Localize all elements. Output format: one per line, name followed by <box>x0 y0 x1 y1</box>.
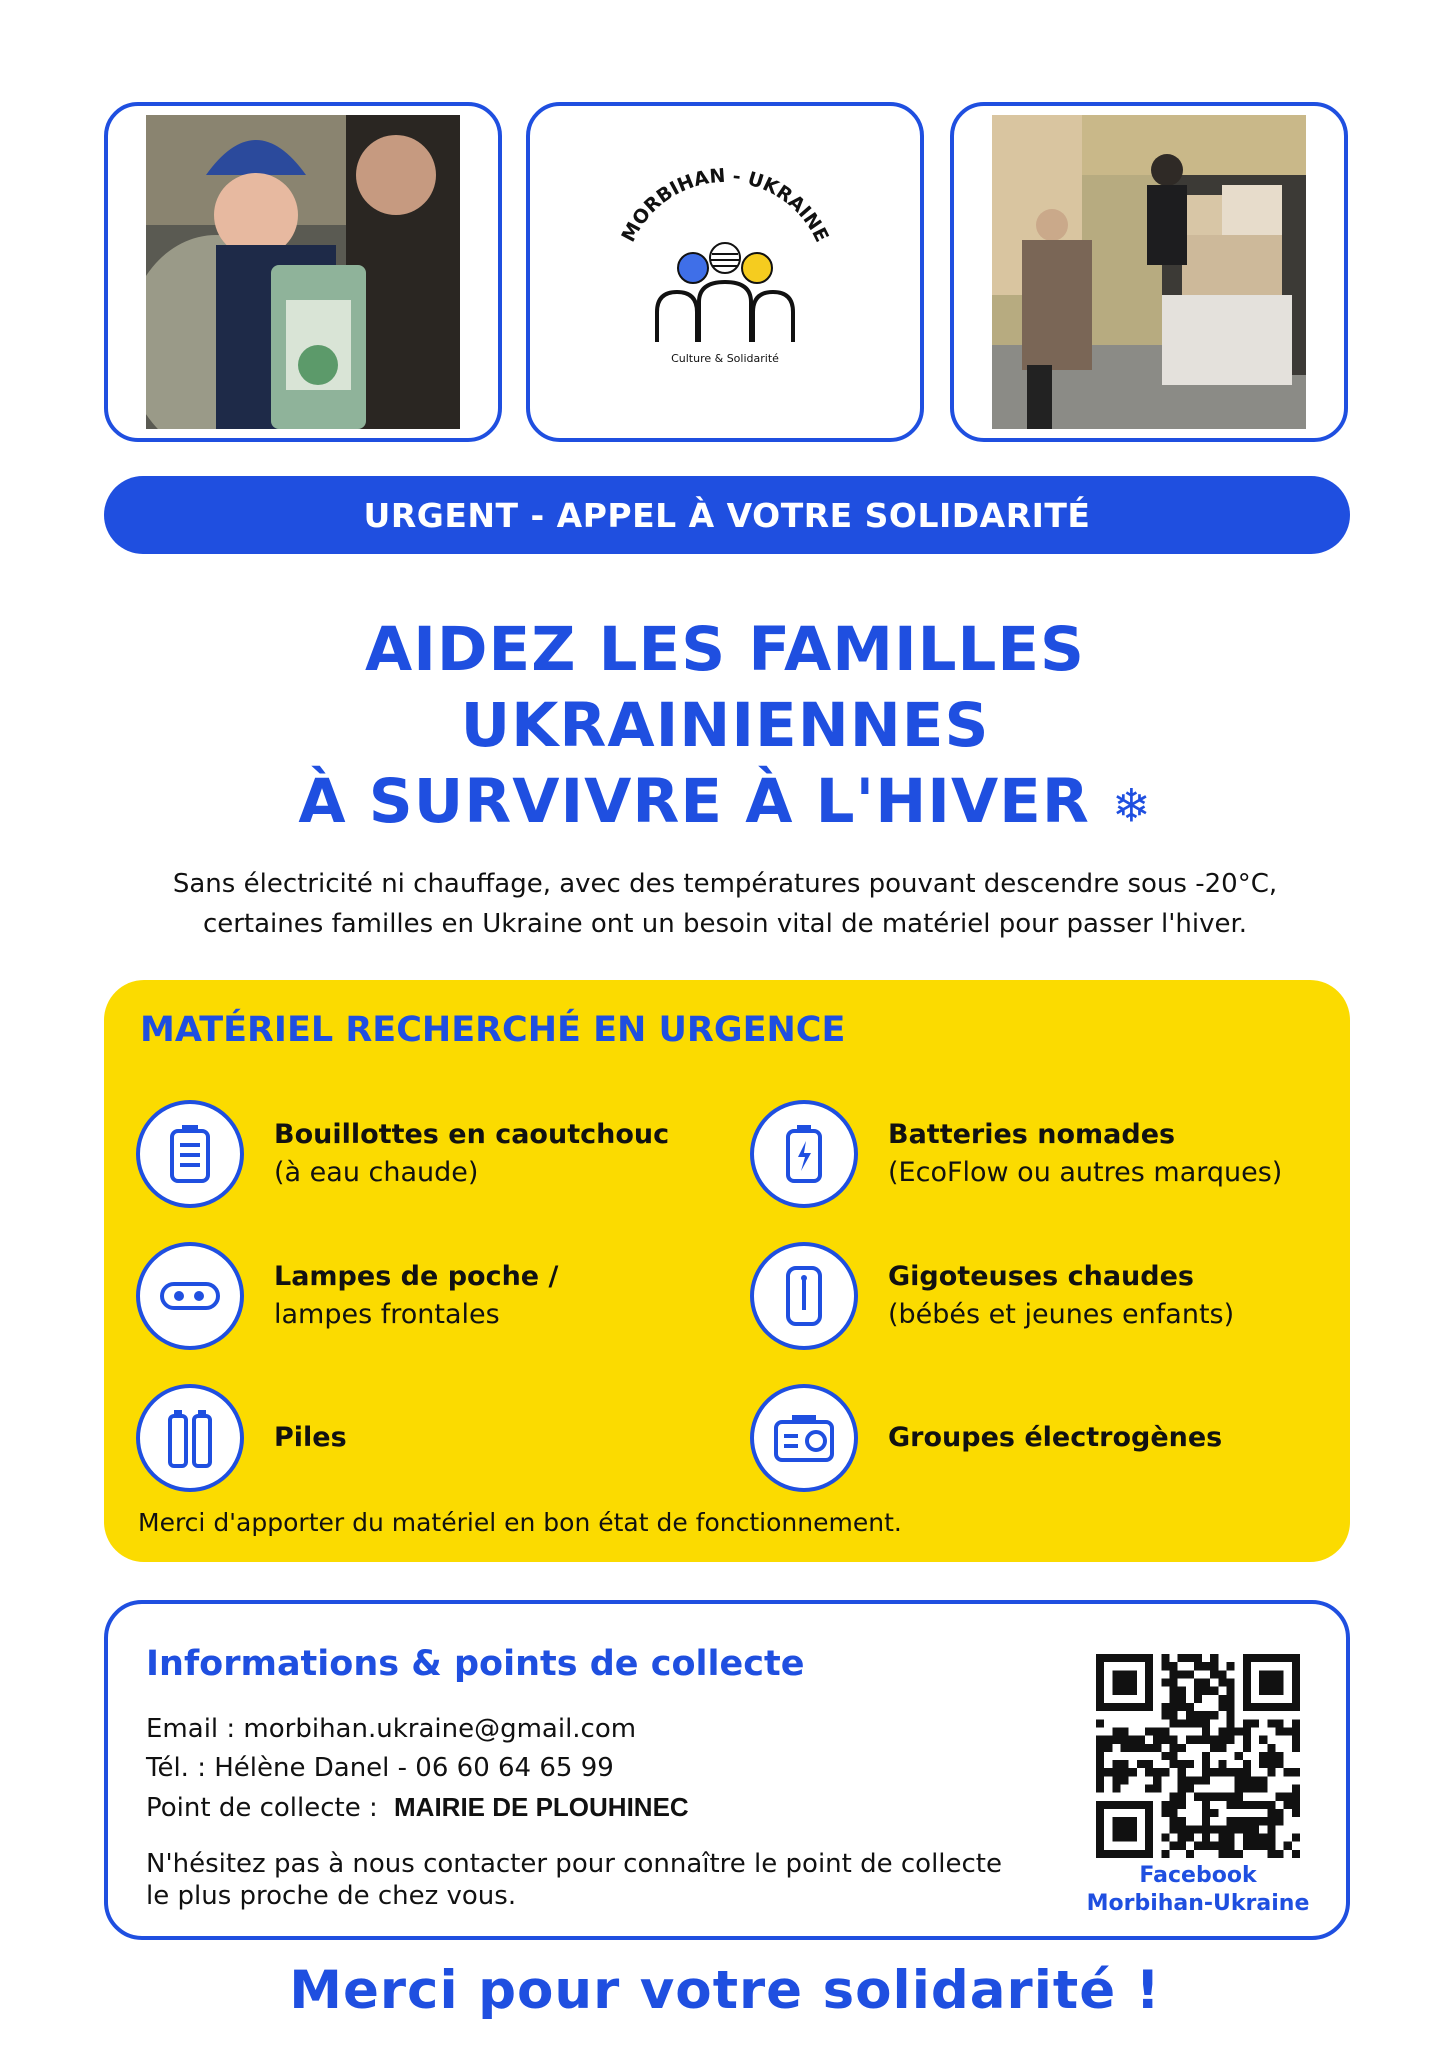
logo-card <box>526 102 924 442</box>
qr-caption-line-1: Facebook <box>1139 1863 1257 1888</box>
child-photo <box>146 115 460 429</box>
headline-line-3: À SURVIVRE À L'HIVER <box>298 766 1090 837</box>
morbihan-ukraine-logo <box>595 162 855 382</box>
material-item <box>750 1242 1234 1350</box>
material-title: Batteries nomades <box>888 1119 1176 1150</box>
collect-label: Point de collecte : <box>146 1793 378 1823</box>
material-item <box>136 1242 558 1350</box>
collect-point <box>146 1792 689 1823</box>
info-note <box>146 1848 1002 1912</box>
logo-subtitle: Culture & Solidarité <box>671 352 779 365</box>
charging-battery-icon <box>750 1100 858 1208</box>
material-title: Lampes de poche / <box>274 1261 559 1292</box>
info-note-line-2: le plus proche de chez vous. <box>146 1881 517 1911</box>
materials-note: Merci d'apporter du matériel en bon état de fonctionnement. <box>138 1508 902 1537</box>
logo-arc-text: MORBIHAN - UKRAINE <box>617 164 833 246</box>
materials-panel <box>104 980 1350 1562</box>
lead-text <box>100 864 1350 944</box>
material-item <box>136 1384 347 1492</box>
facebook-qr-code[interactable] <box>1096 1654 1300 1858</box>
info-title: Informations & points de collecte <box>146 1644 805 1684</box>
qr-caption-line-2: Morbihan-Ukraine <box>1086 1891 1310 1916</box>
lead-line-2: certaines familles en Ukraine ont un besoin vital de matériel pour passer l'hiver. <box>202 909 1248 939</box>
urgent-banner: URGENT - APPEL À VOTRE SOLIDARITÉ <box>104 476 1350 554</box>
materials-title: MATÉRIEL RECHERCHÉ EN URGENCE <box>140 1010 846 1050</box>
collect-value: MAIRIE DE PLOUHINEC <box>394 1792 689 1822</box>
generator-icon <box>750 1384 858 1492</box>
info-note-line-1: N'hésitez pas à nous contacter pour connaître le point de collecte <box>146 1849 1002 1879</box>
batteries-icon <box>136 1384 244 1492</box>
material-item <box>136 1100 669 1208</box>
sleeping-bag-icon <box>750 1242 858 1350</box>
headline-line-1: AIDEZ LES FAMILLES <box>364 614 1085 685</box>
material-title: Groupes électrogènes <box>888 1422 1223 1453</box>
material-item <box>750 1100 1282 1208</box>
contact-phone: Tél. : Hélène Danel - 06 60 64 65 99 <box>146 1753 614 1783</box>
battery-icon <box>136 1100 244 1208</box>
flashlight-icon <box>136 1242 244 1350</box>
material-title: Gigoteuses chaudes <box>888 1261 1194 1292</box>
thanks-message: Merci pour votre solidarité ! <box>289 1960 1161 2021</box>
headline <box>100 612 1350 843</box>
material-sub: (EcoFlow ou autres marques) <box>888 1157 1283 1188</box>
material-title: Bouillottes en caoutchouc <box>274 1119 670 1150</box>
material-sub: (bébés et jeunes enfants) <box>888 1299 1235 1330</box>
svg-text:MORBIHAN - UKRAINE <box>617 165 832 246</box>
contact-email: Email : morbihan.ukraine@gmail.com <box>146 1714 637 1744</box>
photo-card-child <box>104 102 502 442</box>
material-item <box>750 1384 1222 1492</box>
volunteers-photo <box>992 115 1306 429</box>
material-sub: lampes frontales <box>274 1299 500 1330</box>
material-sub: (à eau chaude) <box>274 1157 479 1188</box>
material-title: Piles <box>274 1422 347 1453</box>
qr-caption <box>1058 1862 1338 1918</box>
photo-card-volunteers <box>950 102 1348 442</box>
lead-line-1: Sans électricité ni chauffage, avec des températures pouvant descendre sous -20°C, <box>172 869 1278 899</box>
info-panel <box>104 1600 1350 1940</box>
snowflake-icon: ❄ <box>1112 778 1152 833</box>
headline-line-2: UKRAINIENNES <box>460 690 990 761</box>
